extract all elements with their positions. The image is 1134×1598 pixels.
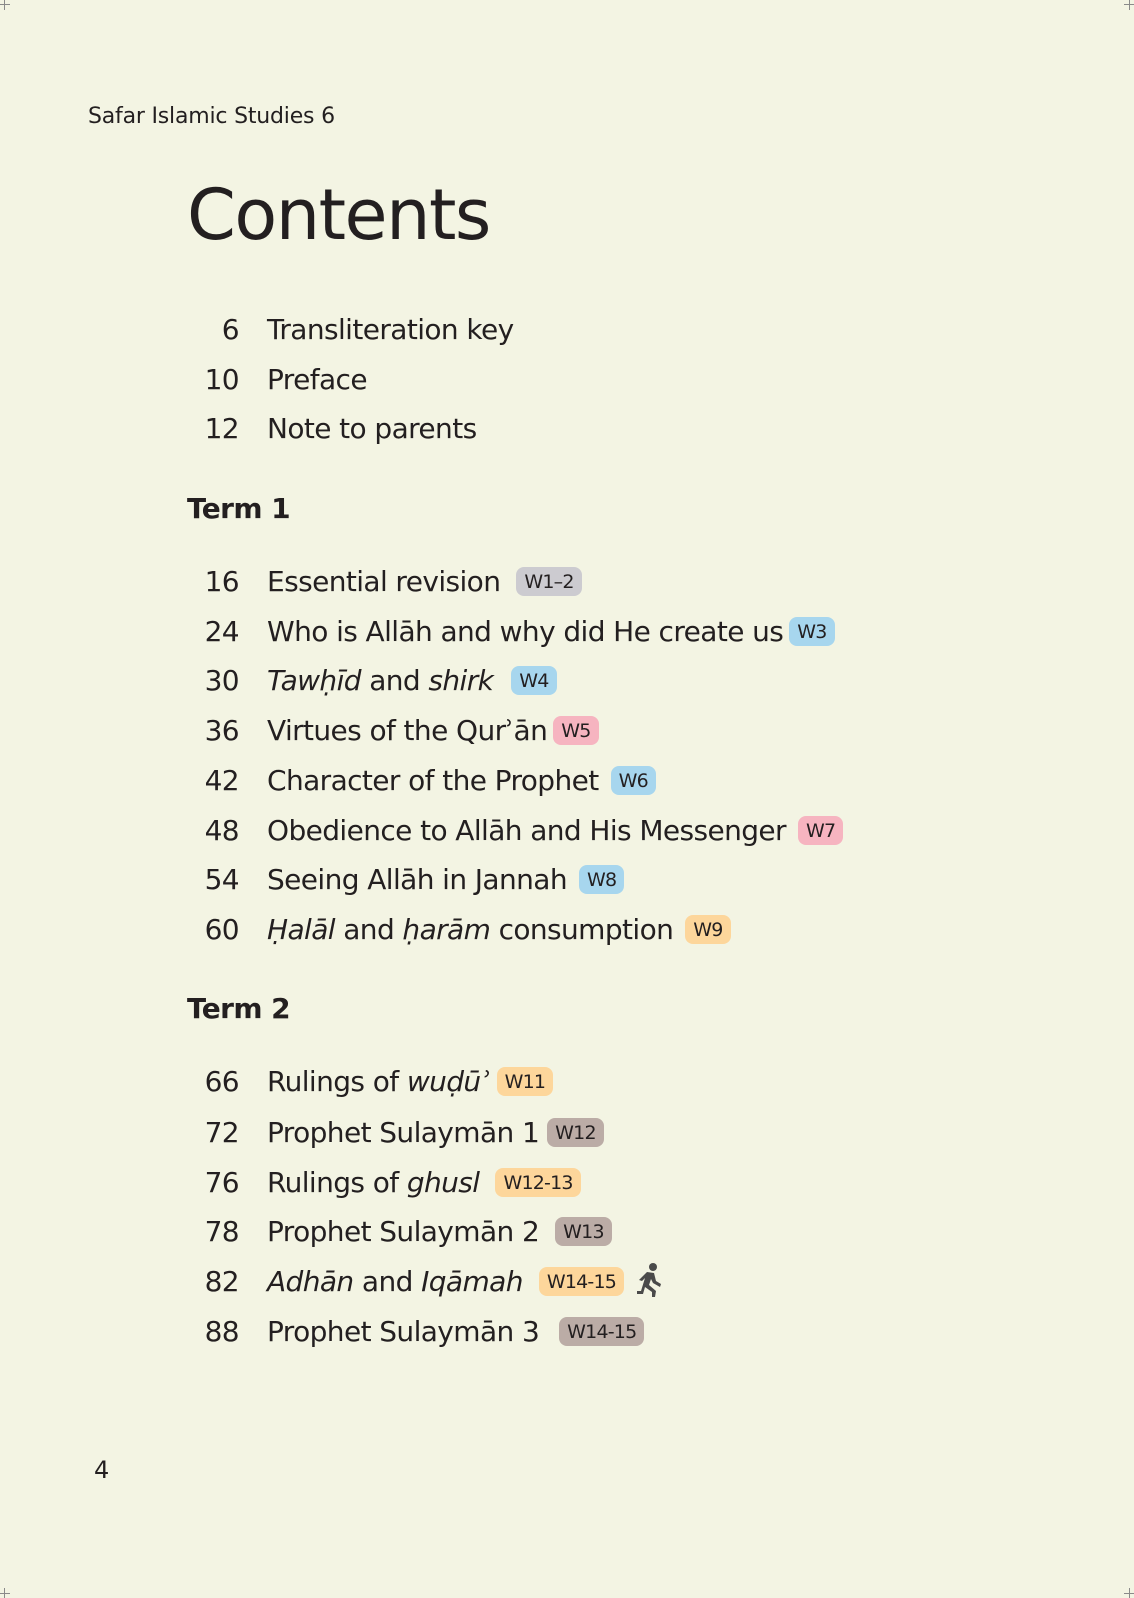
term-heading: Term 1 [187,492,290,525]
week-badge: W3 [789,617,834,646]
crop-mark [1129,0,1130,10]
toc-entry[interactable] [187,1261,666,1301]
entry-title: Prophet Sulaymān 3 [267,1314,540,1348]
entry-title: Preface [267,362,367,396]
crop-mark [4,0,5,10]
toc-entry[interactable] [187,1162,581,1202]
entry-title [267,1065,489,1098]
entry-title-italic: ḥarām [402,912,491,946]
toc-entry[interactable] [187,760,656,800]
entry-title: Obedience to Allāh and His Messenger [267,813,786,847]
entry-title-italic: Ḥalāl [267,912,335,946]
entry-title-italic: shirk [428,663,494,697]
entry-title: Character of the Prophet [267,763,599,797]
week-badge: W1–2 [516,567,581,596]
entry-page-number: 48 [204,813,239,847]
toc-entry[interactable] [187,408,477,448]
entry-title: Note to parents [267,411,477,445]
entry-title: Essential revision [267,564,501,598]
week-badge: W14-15 [539,1267,624,1296]
week-badge: W6 [611,766,656,795]
entry-page-number: 72 [204,1115,239,1149]
entry-page-number: 88 [204,1314,239,1348]
crop-mark [0,4,10,5]
entry-title-italic: Adhān [267,1264,354,1298]
entry-page-number: 10 [204,362,239,396]
toc-entry[interactable] [187,359,367,399]
entry-page-number: 36 [204,713,239,747]
entry-title-text: and [360,663,429,697]
entry-title [267,1166,479,1199]
entry-page-number: 66 [204,1064,239,1098]
week-badge: W12 [547,1118,604,1147]
entry-page-number: 76 [204,1165,239,1199]
crop-mark [1124,1593,1134,1594]
toc-entry[interactable] [187,1311,644,1351]
page-number: 4 [94,1456,110,1484]
toc-entry[interactable] [187,1211,612,1251]
entry-page-number: 42 [204,763,239,797]
entry-page-number: 30 [204,663,239,697]
week-badge: W13 [555,1217,612,1246]
crop-mark [1124,4,1134,5]
week-badge: W14-15 [559,1317,644,1346]
entry-page-number: 54 [204,862,239,896]
entry-title-text: consumption [490,912,674,946]
week-badge: W8 [579,865,624,894]
entry-title-italic: Iqāmah [421,1264,523,1298]
term-heading: Term 2 [187,992,290,1025]
entry-title [267,1265,523,1298]
entry-title [267,913,673,946]
entry-title: Virtues of the Qurʾān [267,713,548,747]
entry-title: Transliteration key [267,312,514,346]
entry-page-number: 82 [204,1264,239,1298]
entry-title-italic: Tawḥīd [267,663,361,697]
week-badge: W7 [798,816,843,845]
entry-page-number: 78 [204,1214,239,1248]
toc-entry[interactable] [187,810,843,850]
entry-title: Prophet Sulaymān 1 [267,1115,540,1149]
week-badge: W11 [497,1067,554,1096]
toc-entry[interactable] [187,660,557,700]
entry-title-text: and [353,1264,422,1298]
page-title: Contents [187,174,490,256]
entry-title: Who is Allāh and why did He create us [267,614,784,648]
entry-title [267,664,493,697]
toc-entry[interactable] [187,859,624,899]
week-badge: W4 [511,666,556,695]
crop-mark [0,1593,10,1594]
entry-page-number: 12 [204,411,239,445]
entry-title-text: and [334,912,403,946]
running-header: Safar Islamic Studies 6 [88,104,335,129]
entry-title-italic: ghusl [406,1165,480,1199]
toc-entry[interactable] [187,309,514,349]
entry-title-italic: wuḍūʾ [406,1064,489,1098]
toc-entry[interactable] [187,909,731,949]
entry-title-text: Rulings of [267,1165,407,1199]
entry-title: Seeing Allāh in Jannah [267,862,567,896]
toc-entry[interactable] [187,611,835,651]
entry-page-number: 16 [204,564,239,598]
entry-page-number: 6 [221,312,239,346]
entry-title-text: Rulings of [267,1064,407,1098]
toc-entry[interactable] [187,710,599,750]
toc-entry[interactable] [187,1061,553,1101]
week-badge: W9 [685,915,730,944]
week-badge: W12-13 [495,1168,580,1197]
running-person-icon [634,1261,666,1301]
entry-page-number: 24 [204,614,239,648]
entry-title: Prophet Sulaymān 2 [267,1214,540,1248]
toc-entry[interactable] [187,561,582,601]
week-badge: W5 [553,716,598,745]
entry-page-number: 60 [204,912,239,946]
toc-entry[interactable] [187,1112,604,1152]
